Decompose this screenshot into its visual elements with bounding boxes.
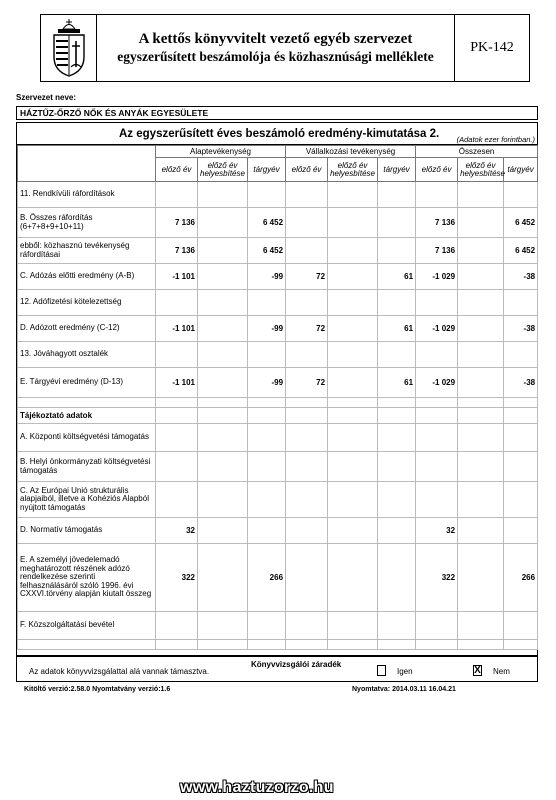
value-cell[interactable] xyxy=(198,264,248,290)
value-cell[interactable] xyxy=(198,424,248,452)
value-cell[interactable]: 7 136 xyxy=(156,208,198,238)
row-label: D. Normatív támogatás xyxy=(18,518,156,544)
value-cell[interactable] xyxy=(248,612,286,640)
table-row xyxy=(18,424,538,452)
form-title-line1: A kettős könyvvitelt vezető egyéb szervezet xyxy=(138,31,413,47)
sub-header: tárgyév xyxy=(504,158,538,182)
value-cell[interactable] xyxy=(156,342,198,368)
value-cell[interactable]: 72 xyxy=(286,316,328,342)
table-row xyxy=(18,368,538,398)
value-cell[interactable] xyxy=(198,290,248,316)
value-cell[interactable] xyxy=(198,316,248,342)
value-cell[interactable]: 61 xyxy=(378,368,416,398)
value-cell[interactable]: 7 136 xyxy=(416,208,458,238)
sub-header: tárgyév xyxy=(378,158,416,182)
group-header-row xyxy=(18,146,538,158)
group-header: Alaptevékenység xyxy=(156,146,286,158)
value-cell[interactable] xyxy=(504,290,538,316)
value-cell[interactable]: 266 xyxy=(504,544,538,612)
section-title: Az egyszerűsített éves beszámoló eredmény-kimutatása 2. xyxy=(119,128,440,140)
value-cell[interactable] xyxy=(378,290,416,316)
sub-header: előző év helyesbítése xyxy=(198,158,248,182)
value-cell[interactable] xyxy=(286,238,328,264)
table-row xyxy=(18,518,538,544)
table-row xyxy=(18,208,538,238)
value-cell[interactable]: 7 136 xyxy=(416,238,458,264)
no-label: Nem xyxy=(493,667,510,676)
income-statement-table xyxy=(17,145,538,650)
value-cell[interactable] xyxy=(328,424,378,452)
value-cell[interactable] xyxy=(458,208,504,238)
value-cell[interactable]: 72 xyxy=(286,264,328,290)
value-cell[interactable] xyxy=(504,342,538,368)
print-date: Nyomtatva: 2014.03.11 16.04.21 xyxy=(352,686,456,693)
row-label: 13. Jóváhagyott osztalék xyxy=(18,342,156,368)
value-cell[interactable] xyxy=(458,452,504,482)
value-cell[interactable] xyxy=(286,424,328,452)
value-cell[interactable] xyxy=(156,182,198,208)
info-title-row xyxy=(18,408,538,424)
sub-header: tárgyév xyxy=(248,158,286,182)
value-cell[interactable] xyxy=(198,368,248,398)
coat-of-arms-icon xyxy=(41,15,97,81)
row-label: E. Tárgyévi eredmény (D-13) xyxy=(18,368,156,398)
yes-checkbox[interactable] xyxy=(377,665,386,676)
value-cell[interactable]: -99 xyxy=(248,316,286,342)
audit-title: Könyvvizsgálói záradék xyxy=(251,660,342,669)
value-cell[interactable]: -99 xyxy=(248,368,286,398)
value-cell[interactable] xyxy=(378,342,416,368)
form-title-line2: egyszerűsített beszámolója és közhasznúsági melléklete xyxy=(117,49,434,64)
spacer-row xyxy=(18,398,538,408)
value-cell[interactable] xyxy=(504,424,538,452)
value-cell[interactable]: 72 xyxy=(286,368,328,398)
value-cell[interactable] xyxy=(328,342,378,368)
value-cell[interactable] xyxy=(458,290,504,316)
value-cell[interactable] xyxy=(458,424,504,452)
value-cell[interactable]: 32 xyxy=(156,518,198,544)
value-cell[interactable] xyxy=(328,316,378,342)
value-cell[interactable] xyxy=(328,544,378,612)
value-cell[interactable] xyxy=(378,452,416,482)
value-cell[interactable]: -1 029 xyxy=(416,368,458,398)
row-label: E. A személyi jövedelemadó meghatározott részének adózó rendelkezése szerinti felhasználásáról szóló 1996. évi CXXVI.törvény alapján kiutalt összeg xyxy=(18,544,156,612)
value-cell[interactable]: 61 xyxy=(378,264,416,290)
value-cell[interactable] xyxy=(198,238,248,264)
value-cell[interactable]: -1 029 xyxy=(416,264,458,290)
value-cell[interactable] xyxy=(286,342,328,368)
income-statement-section xyxy=(16,122,538,656)
value-cell[interactable] xyxy=(248,452,286,482)
value-cell[interactable] xyxy=(248,424,286,452)
value-cell[interactable] xyxy=(378,482,416,518)
sub-header: előző év helyesbítése xyxy=(458,158,504,182)
row-label: 12. Adófizetési kötelezettség xyxy=(18,290,156,316)
value-cell[interactable] xyxy=(378,518,416,544)
value-cell[interactable] xyxy=(328,264,378,290)
value-cell[interactable] xyxy=(378,238,416,264)
value-cell[interactable] xyxy=(458,238,504,264)
row-label: B. Helyi önkormányzati költségvetési támogatás xyxy=(18,452,156,482)
row-label: C. Az Európai Unió strukturális alapjaiból, illetve a Kohéziós Alapból nyújtott támogatás xyxy=(18,482,156,518)
value-cell[interactable] xyxy=(378,544,416,612)
value-cell[interactable]: -99 xyxy=(248,264,286,290)
value-cell[interactable] xyxy=(378,424,416,452)
group-header: Összesen xyxy=(416,146,538,158)
value-cell[interactable] xyxy=(504,612,538,640)
no-checkbox[interactable]: X xyxy=(474,665,481,676)
value-cell[interactable]: -38 xyxy=(504,316,538,342)
section-title-bar xyxy=(17,123,537,145)
value-cell[interactable] xyxy=(286,612,328,640)
value-cell[interactable] xyxy=(248,482,286,518)
value-cell[interactable] xyxy=(328,612,378,640)
value-cell[interactable] xyxy=(328,208,378,238)
row-label: 11. Rendkívüli ráfordítások xyxy=(18,182,156,208)
value-cell[interactable] xyxy=(328,368,378,398)
value-cell[interactable] xyxy=(286,482,328,518)
table-row xyxy=(18,290,538,316)
row-label: C. Adózás előtti eredmény (A-B) xyxy=(18,264,156,290)
value-cell[interactable] xyxy=(198,612,248,640)
value-cell[interactable] xyxy=(286,182,328,208)
value-cell[interactable] xyxy=(458,316,504,342)
form-code: PK-142 xyxy=(470,40,514,55)
sub-header: előző év xyxy=(416,158,458,182)
value-cell[interactable] xyxy=(416,482,458,518)
table-row xyxy=(18,482,538,518)
value-cell[interactable] xyxy=(156,612,198,640)
value-cell[interactable] xyxy=(328,290,378,316)
sub-header: előző év xyxy=(156,158,198,182)
value-cell[interactable]: 7 136 xyxy=(156,238,198,264)
value-cell[interactable] xyxy=(416,290,458,316)
value-cell[interactable] xyxy=(286,208,328,238)
sub-header: előző év helyesbítése xyxy=(328,158,378,182)
value-cell[interactable] xyxy=(198,452,248,482)
table-row xyxy=(18,316,538,342)
value-cell[interactable] xyxy=(504,518,538,544)
group-header: Vállalkozási tevékenység xyxy=(286,146,416,158)
value-cell[interactable] xyxy=(156,482,198,518)
value-cell[interactable] xyxy=(198,182,248,208)
value-cell[interactable]: -38 xyxy=(504,368,538,398)
value-cell[interactable] xyxy=(378,182,416,208)
value-cell[interactable] xyxy=(248,342,286,368)
sub-header: előző év xyxy=(286,158,328,182)
value-cell[interactable]: -1 101 xyxy=(156,368,198,398)
value-cell[interactable] xyxy=(458,368,504,398)
value-cell[interactable]: 6 452 xyxy=(504,238,538,264)
value-cell[interactable]: 61 xyxy=(378,316,416,342)
value-cell[interactable] xyxy=(378,612,416,640)
label-header xyxy=(18,146,156,182)
form-title xyxy=(97,15,455,81)
table-row xyxy=(18,264,538,290)
value-cell[interactable]: 6 452 xyxy=(248,238,286,264)
value-cell[interactable]: -1 101 xyxy=(156,264,198,290)
form-header xyxy=(40,14,530,82)
value-cell[interactable] xyxy=(286,290,328,316)
value-cell[interactable] xyxy=(416,424,458,452)
row-label: A. Központi költségvetési támogatás xyxy=(18,424,156,452)
value-cell[interactable]: 266 xyxy=(248,544,286,612)
value-cell[interactable] xyxy=(458,482,504,518)
website-watermark: www.haztuzorzo.hu xyxy=(180,779,334,796)
value-cell[interactable] xyxy=(416,342,458,368)
table-row xyxy=(18,342,538,368)
unit-note: (Adatok ezer forintban.) xyxy=(456,135,535,144)
value-cell[interactable]: -1 101 xyxy=(156,316,198,342)
row-label: B. Összes ráfordítás (6+7+8+9+10+11) xyxy=(18,208,156,238)
value-cell[interactable] xyxy=(328,182,378,208)
value-cell[interactable] xyxy=(504,182,538,208)
organization-label: Szervezet neve: xyxy=(16,93,77,102)
value-cell[interactable] xyxy=(156,290,198,316)
value-cell[interactable] xyxy=(286,544,328,612)
version-info: Kitöltő verzió:2.58.0 Nyomtatvány verzió:1.6 xyxy=(24,686,171,693)
value-cell[interactable] xyxy=(458,182,504,208)
value-cell[interactable] xyxy=(416,182,458,208)
value-cell[interactable] xyxy=(198,544,248,612)
value-cell[interactable] xyxy=(458,264,504,290)
row-label: F. Közszolgáltatási bevétel xyxy=(18,612,156,640)
value-cell[interactable]: 32 xyxy=(416,518,458,544)
table-row xyxy=(18,452,538,482)
value-cell[interactable] xyxy=(416,612,458,640)
value-cell[interactable] xyxy=(198,342,248,368)
value-cell[interactable] xyxy=(458,342,504,368)
value-cell[interactable] xyxy=(328,518,378,544)
value-cell[interactable] xyxy=(248,290,286,316)
value-cell[interactable] xyxy=(378,208,416,238)
value-cell[interactable] xyxy=(328,452,378,482)
value-cell[interactable]: 6 452 xyxy=(248,208,286,238)
info-title: Tájékoztató adatok xyxy=(18,408,156,424)
value-cell[interactable]: 6 452 xyxy=(504,208,538,238)
value-cell[interactable]: -1 029 xyxy=(416,316,458,342)
table-row xyxy=(18,544,538,612)
audit-box xyxy=(16,656,538,682)
audit-note: Az adatok könyvvizsgálattal alá vannak támasztva. xyxy=(29,667,210,676)
value-cell[interactable] xyxy=(198,482,248,518)
value-cell[interactable] xyxy=(458,544,504,612)
value-cell[interactable] xyxy=(458,518,504,544)
value-cell[interactable] xyxy=(248,182,286,208)
row-label: ebből: közhasznú tevékenység ráfordításai xyxy=(18,238,156,264)
value-cell[interactable] xyxy=(198,518,248,544)
value-cell[interactable] xyxy=(328,238,378,264)
value-cell[interactable] xyxy=(504,482,538,518)
table-row xyxy=(18,182,538,208)
yes-label: Igen xyxy=(397,667,413,676)
value-cell[interactable] xyxy=(156,424,198,452)
value-cell[interactable]: -38 xyxy=(504,264,538,290)
value-cell[interactable]: 322 xyxy=(156,544,198,612)
spacer-row xyxy=(18,640,538,650)
value-cell[interactable] xyxy=(198,208,248,238)
organization-name: HÁZTŰZ-ŐRZŐ NŐK ÉS ANYÁK EGYESÜLETE xyxy=(16,106,538,120)
value-cell[interactable] xyxy=(156,452,198,482)
table-row xyxy=(18,238,538,264)
value-cell[interactable] xyxy=(416,452,458,482)
value-cell[interactable] xyxy=(286,452,328,482)
value-cell[interactable] xyxy=(286,518,328,544)
row-label: D. Adózott eredmény (C-12) xyxy=(18,316,156,342)
table-row xyxy=(18,612,538,640)
value-cell[interactable] xyxy=(458,612,504,640)
value-cell[interactable] xyxy=(328,482,378,518)
value-cell[interactable] xyxy=(504,452,538,482)
value-cell[interactable] xyxy=(248,518,286,544)
value-cell[interactable]: 322 xyxy=(416,544,458,612)
